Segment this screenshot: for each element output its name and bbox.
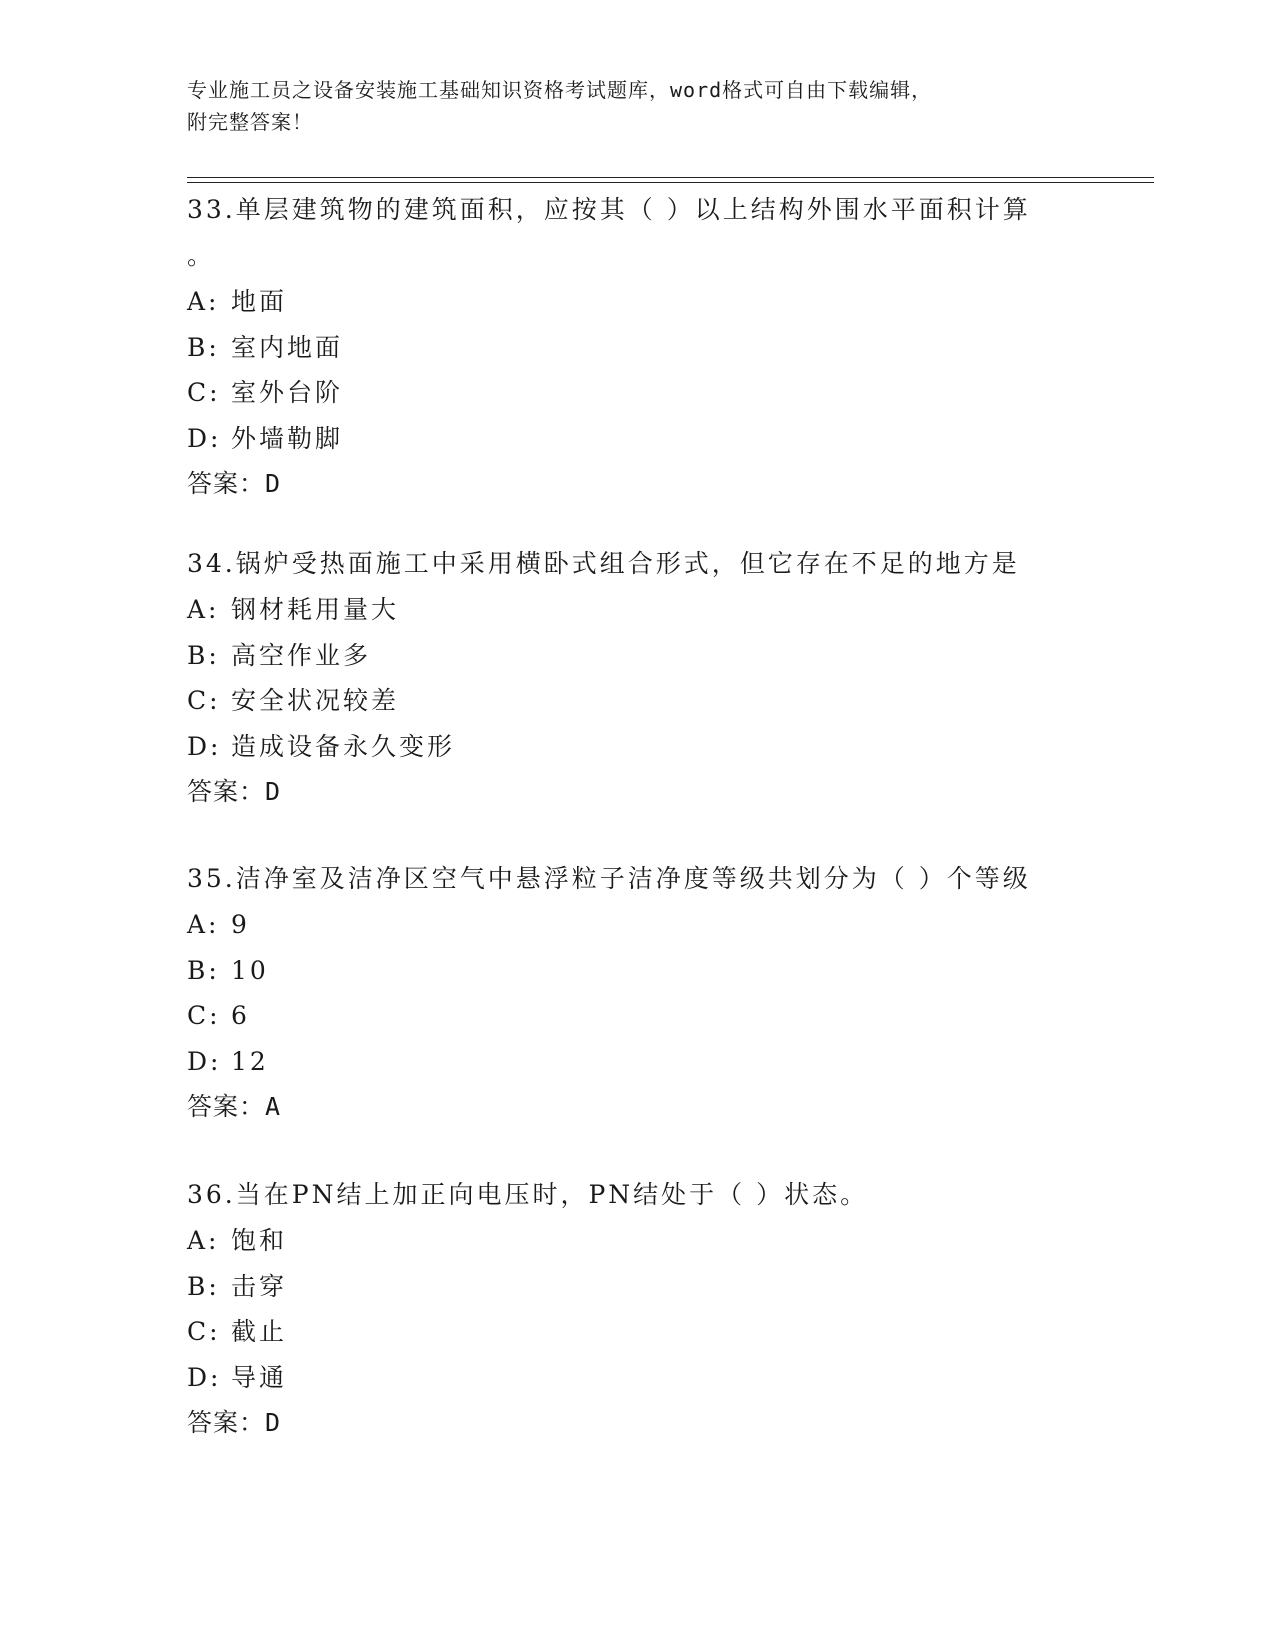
option-letter: C: — [187, 686, 221, 715]
option-b — [187, 948, 1087, 994]
header-line-2: 附完整答案！ — [187, 110, 313, 134]
option-d — [187, 1039, 1087, 1085]
option-letter: A: — [187, 1226, 220, 1255]
option-letter: D: — [187, 1046, 222, 1076]
header-divider-bottom — [187, 182, 1154, 183]
option-text: 高空作业多 — [231, 640, 372, 670]
answer-value: A — [265, 1092, 282, 1121]
option-b — [187, 325, 1087, 371]
option-text: 击穿 — [231, 1271, 288, 1301]
answer-value: D — [265, 469, 282, 498]
option-text: 造成设备永久变形 — [231, 731, 456, 761]
option-letter: A: — [187, 910, 220, 939]
option-a — [187, 1218, 1087, 1264]
option-text: 室外台阶 — [231, 378, 344, 407]
option-text: 导通 — [231, 1362, 288, 1392]
question-block — [187, 541, 1087, 814]
option-a — [187, 902, 1087, 948]
option-text: 地面 — [231, 287, 288, 316]
answer-value: D — [265, 1408, 282, 1437]
option-text: 室内地面 — [231, 332, 344, 362]
option-text: 6 — [231, 1001, 250, 1030]
option-text: 12 — [231, 1046, 269, 1076]
option-letter: C: — [187, 1317, 221, 1346]
option-text: 10 — [231, 955, 269, 985]
option-text: 钢材耗用量大 — [231, 595, 400, 624]
question-text: 35.洁净室及洁净区空气中悬浮粒子洁净度等级共划分为（ ）个等级 — [187, 864, 1031, 893]
option-c — [187, 678, 1087, 724]
option-a — [187, 587, 1087, 633]
option-letter: B: — [187, 640, 220, 670]
option-letter: C: — [187, 1001, 221, 1030]
answer-line — [187, 769, 1087, 814]
answer-label: 答案： — [187, 777, 266, 806]
answer-label: 答案： — [187, 1408, 266, 1437]
answer-label: 答案： — [187, 469, 266, 498]
option-b — [187, 1264, 1087, 1310]
option-text: 外墙勒脚 — [231, 423, 344, 453]
option-text: 截止 — [231, 1317, 288, 1346]
answer-line — [187, 1400, 1087, 1445]
header-divider-top — [187, 177, 1154, 178]
option-c — [187, 370, 1087, 416]
question-block — [187, 1172, 1087, 1445]
question-text: 33.单层建筑物的建筑面积，应按其（ ）以上结构外围水平面积计算 。 — [187, 195, 1031, 270]
answer-line — [187, 1084, 1087, 1129]
answer-line — [187, 461, 1087, 506]
answer-label: 答案： — [187, 1092, 266, 1121]
option-text: 安全状况较差 — [231, 686, 400, 715]
question-text: 34.锅炉受热面施工中采用横卧式组合形式，但它存在不足的地方是 — [187, 549, 1020, 578]
question-block — [187, 187, 1087, 506]
option-c — [187, 993, 1087, 1039]
option-letter: B: — [187, 1271, 220, 1301]
option-letter: B: — [187, 955, 220, 985]
option-letter: A: — [187, 595, 220, 624]
option-letter: A: — [187, 287, 220, 316]
option-d — [187, 416, 1087, 462]
option-letter: B: — [187, 332, 220, 362]
option-d — [187, 724, 1087, 770]
header-line-1: 专业施工员之设备安装施工基础知识资格考试题库，word格式可自由下载编辑， — [187, 78, 933, 102]
question-text: 36.当在PN结上加正向电压时，PN结处于（ ）状态。 — [187, 1180, 869, 1209]
option-text: 9 — [231, 910, 250, 939]
option-c — [187, 1309, 1087, 1355]
question-block — [187, 856, 1087, 1129]
option-letter: C: — [187, 378, 221, 407]
option-d — [187, 1355, 1087, 1401]
option-text: 饱和 — [231, 1226, 288, 1255]
option-letter: D: — [187, 1362, 222, 1392]
option-b — [187, 633, 1087, 679]
option-a — [187, 279, 1087, 325]
document-header — [187, 74, 1067, 138]
answer-value: D — [265, 777, 282, 806]
option-letter: D: — [187, 423, 222, 453]
option-letter: D: — [187, 731, 222, 761]
